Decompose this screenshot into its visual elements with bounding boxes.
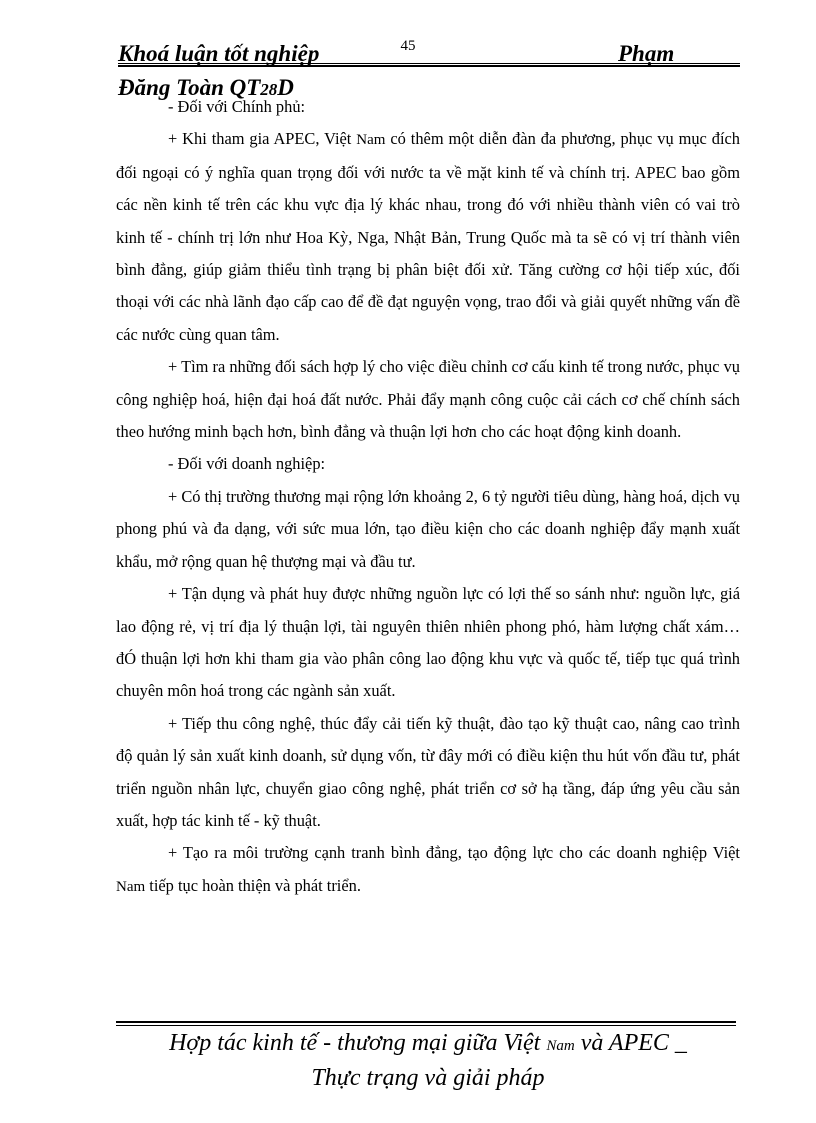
page-number: 45	[400, 38, 416, 54]
paragraph-business-3: + Tiếp thu công nghệ, thúc đẩy cải tiến kỹ thuật, đào tạo kỹ thuật cao, nâng cao trình độ quản lý sản xuất kinh doanh, sử dụng vốn, từ đây mới có điều kiện thu hút vốn đầu tư, phát triển nguồn nhân lực, chuyển giao công nghệ, phát triển cơ sở hạ tầng, đáp ứng yêu cầu sản xuất, hợp tác kinh tế - kỹ thuật.	[116, 713, 740, 830]
paragraph-business-2: + Tận dụng và phát huy được những nguồn lực có lợi thế so sánh như: nguồn lực, giá lao động rẻ, vị trí địa lý thuận lợi, tài nguyên thiên nhiên phong phó, hàm lượng chất xám… đÓ thuận lợi hơn khi tham gia vào phân công lao động khu vực và quốc tế, tiếp tục quá trình chuyên môn hoá trong các ngành sản xuất.	[116, 584, 740, 701]
paragraph-business-1: + Có thị trường thương mại rộng lớn khoảng 2, 6 tỷ người tiêu dùng, hàng hoá, dịch vụ phong phú và đa dạng, với sức mua lớn, tạo điều kiện cho các doanh nghiệp đẩy mạnh xuất khẩu, mở rộng quan hệ thượng mại và đầu tư.	[116, 486, 740, 571]
page-footer	[116, 1027, 740, 1094]
document-body	[116, 91, 740, 903]
country-word: Nam	[116, 878, 146, 895]
paragraph-text: + Tạo ra môi trường cạnh tranh bình đẳng, tạo động lực cho các doanh nghiệp Việt	[168, 843, 740, 863]
footer-title-line2: Thực trạng và giải pháp	[311, 1065, 545, 1091]
footer-rule	[116, 1021, 736, 1026]
header-class-suffix: D	[277, 75, 294, 100]
paragraph-government-1	[116, 123, 740, 351]
paragraph-text: + Khi tham gia APEC, Việt	[168, 129, 357, 149]
paragraph-business-heading: - Đối với doanh nghiệp:	[168, 454, 326, 474]
header-author-name: Đăng Toàn QT	[118, 75, 261, 100]
paragraph-government-2: + Tìm ra những đối sách hợp lý cho việc điều chỉnh cơ cấu kinh tế trong nước, phục vụ công nghiệp hoá, hiện đại hoá đất nước. Phải đẩy mạnh công cuộc cải cách cơ chế chính sách theo hướng minh bạch hơn, bình đẳng và thuận lợi hơn cho các hoạt động kinh doanh.	[116, 357, 740, 442]
footer-country-word: Nam	[546, 1038, 575, 1054]
country-word: Nam	[356, 132, 386, 149]
paragraph-text: tiếp tục hoàn thiện và phát triển.	[149, 875, 361, 895]
footer-text: và APEC _	[574, 1030, 687, 1056]
paragraph-government-heading: - Đối với Chính phủ:	[168, 97, 306, 116]
header-thesis-label: Khoá luận tốt nghiệp	[118, 41, 320, 66]
footer-title-line1	[116, 1027, 740, 1062]
footer-text: Hợp tác kinh tế - thương mại giữa Việt	[169, 1030, 547, 1056]
paragraph-business-4	[116, 837, 740, 903]
header-class-code: 28	[260, 80, 278, 99]
header-rule	[118, 63, 740, 67]
header-author-firstname: Phạm	[618, 41, 675, 66]
paragraph-text: có thêm một diễn đàn đa phương, phục vụ mục đích đối ngoại có ý nghĩa quan trọng đối với nước ta về mặt kinh tế và chính trị. APEC bao gồm các nền kinh tế trên các khu vực địa lý khác nhau, trong đó với nhiều thành viên có vai trò kinh tế - chính trị lớn như Hoa Kỳ, Nga, Nhật Bản, Trung Quốc mà ta sẽ có vị trí thành viên bình đẳng, giúp giảm thiểu tình trạng bị phân biệt đối xử. Tăng cường cơ hội tiếp xúc, đối thoại với các nhà lãnh đạo cấp cao để đề đạt nguyện vọng, trao đổi và giải quyết những vấn đề các nước cùng quan tâm.	[116, 129, 740, 344]
